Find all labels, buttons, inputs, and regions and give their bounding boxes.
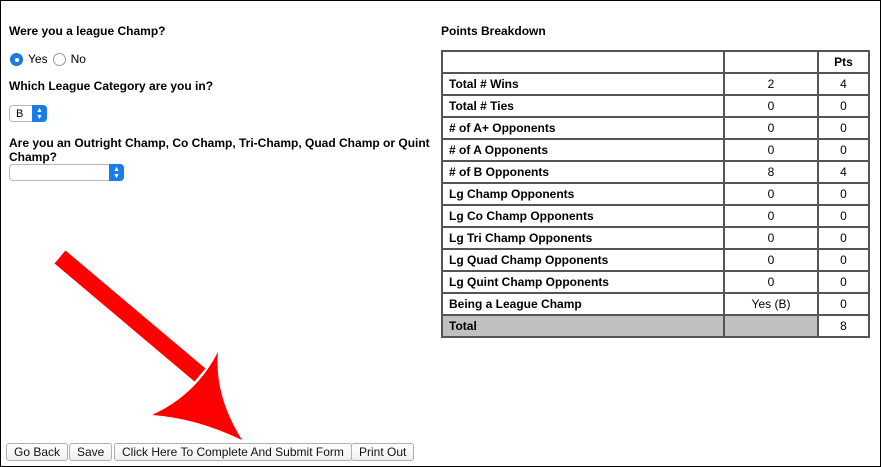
row-pts: 0: [818, 205, 869, 227]
row-label: Lg Co Champ Opponents: [442, 205, 724, 227]
row-pts: 4: [818, 73, 869, 95]
row-count: 2: [724, 73, 818, 95]
row-count: 0: [724, 139, 818, 161]
submit-form-button[interactable]: Click Here To Complete And Submit Form: [114, 443, 352, 461]
row-label: Being a League Champ: [442, 293, 724, 315]
row-pts: 4: [818, 161, 869, 183]
question-league-champ: Were you a league Champ?: [9, 24, 166, 38]
chevron-updown-icon: ▲ ▼: [109, 164, 124, 181]
arrow-shaft: [60, 257, 200, 375]
category-select-value: B: [16, 108, 24, 120]
row-count: 0: [724, 227, 818, 249]
row-count: Yes (B): [724, 293, 818, 315]
total-pts: 8: [818, 315, 869, 337]
row-pts: 0: [818, 293, 869, 315]
row-pts: 0: [818, 183, 869, 205]
points-breakdown-title: Points Breakdown: [441, 24, 546, 38]
question-champ-type-line2: Champ?: [9, 150, 57, 164]
save-button[interactable]: Save: [69, 443, 112, 461]
row-pts: 0: [818, 117, 869, 139]
row-count: 0: [724, 271, 818, 293]
row-label: # of A+ Opponents: [442, 117, 724, 139]
row-pts: 0: [818, 249, 869, 271]
row-count: 0: [724, 205, 818, 227]
print-out-button[interactable]: Print Out: [351, 443, 414, 461]
row-label: Lg Champ Opponents: [442, 183, 724, 205]
row-pts: 0: [818, 139, 869, 161]
row-label: Lg Quint Champ Opponents: [442, 271, 724, 293]
question-league-category: Which League Category are you in?: [9, 79, 214, 93]
go-back-button[interactable]: Go Back: [6, 443, 68, 461]
row-label: # of A Opponents: [442, 139, 724, 161]
row-pts: 0: [818, 227, 869, 249]
row-label: Total # Wins: [442, 73, 724, 95]
chevron-updown-icon: ▲ ▼: [32, 105, 47, 122]
row-label: # of B Opponents: [442, 161, 724, 183]
header-pts: Pts: [818, 51, 869, 73]
row-count: 0: [724, 183, 818, 205]
question-champ-type-line1: Are you an Outright Champ, Co Champ, Tri-Champ, Quad Champ or Quint: [9, 136, 430, 150]
row-label: Lg Quad Champ Opponents: [442, 249, 724, 271]
row-label: Total # Ties: [442, 95, 724, 117]
radio-yes-label: Yes: [28, 52, 48, 66]
row-count: 8: [724, 161, 818, 183]
row-count: 0: [724, 117, 818, 139]
row-pts: 0: [818, 271, 869, 293]
row-pts: 0: [818, 95, 869, 117]
row-count: 0: [724, 95, 818, 117]
radio-no-label: No: [70, 52, 86, 66]
row-label: Lg Tri Champ Opponents: [442, 227, 724, 249]
row-count: 0: [724, 249, 818, 271]
total-label: Total: [442, 315, 724, 337]
